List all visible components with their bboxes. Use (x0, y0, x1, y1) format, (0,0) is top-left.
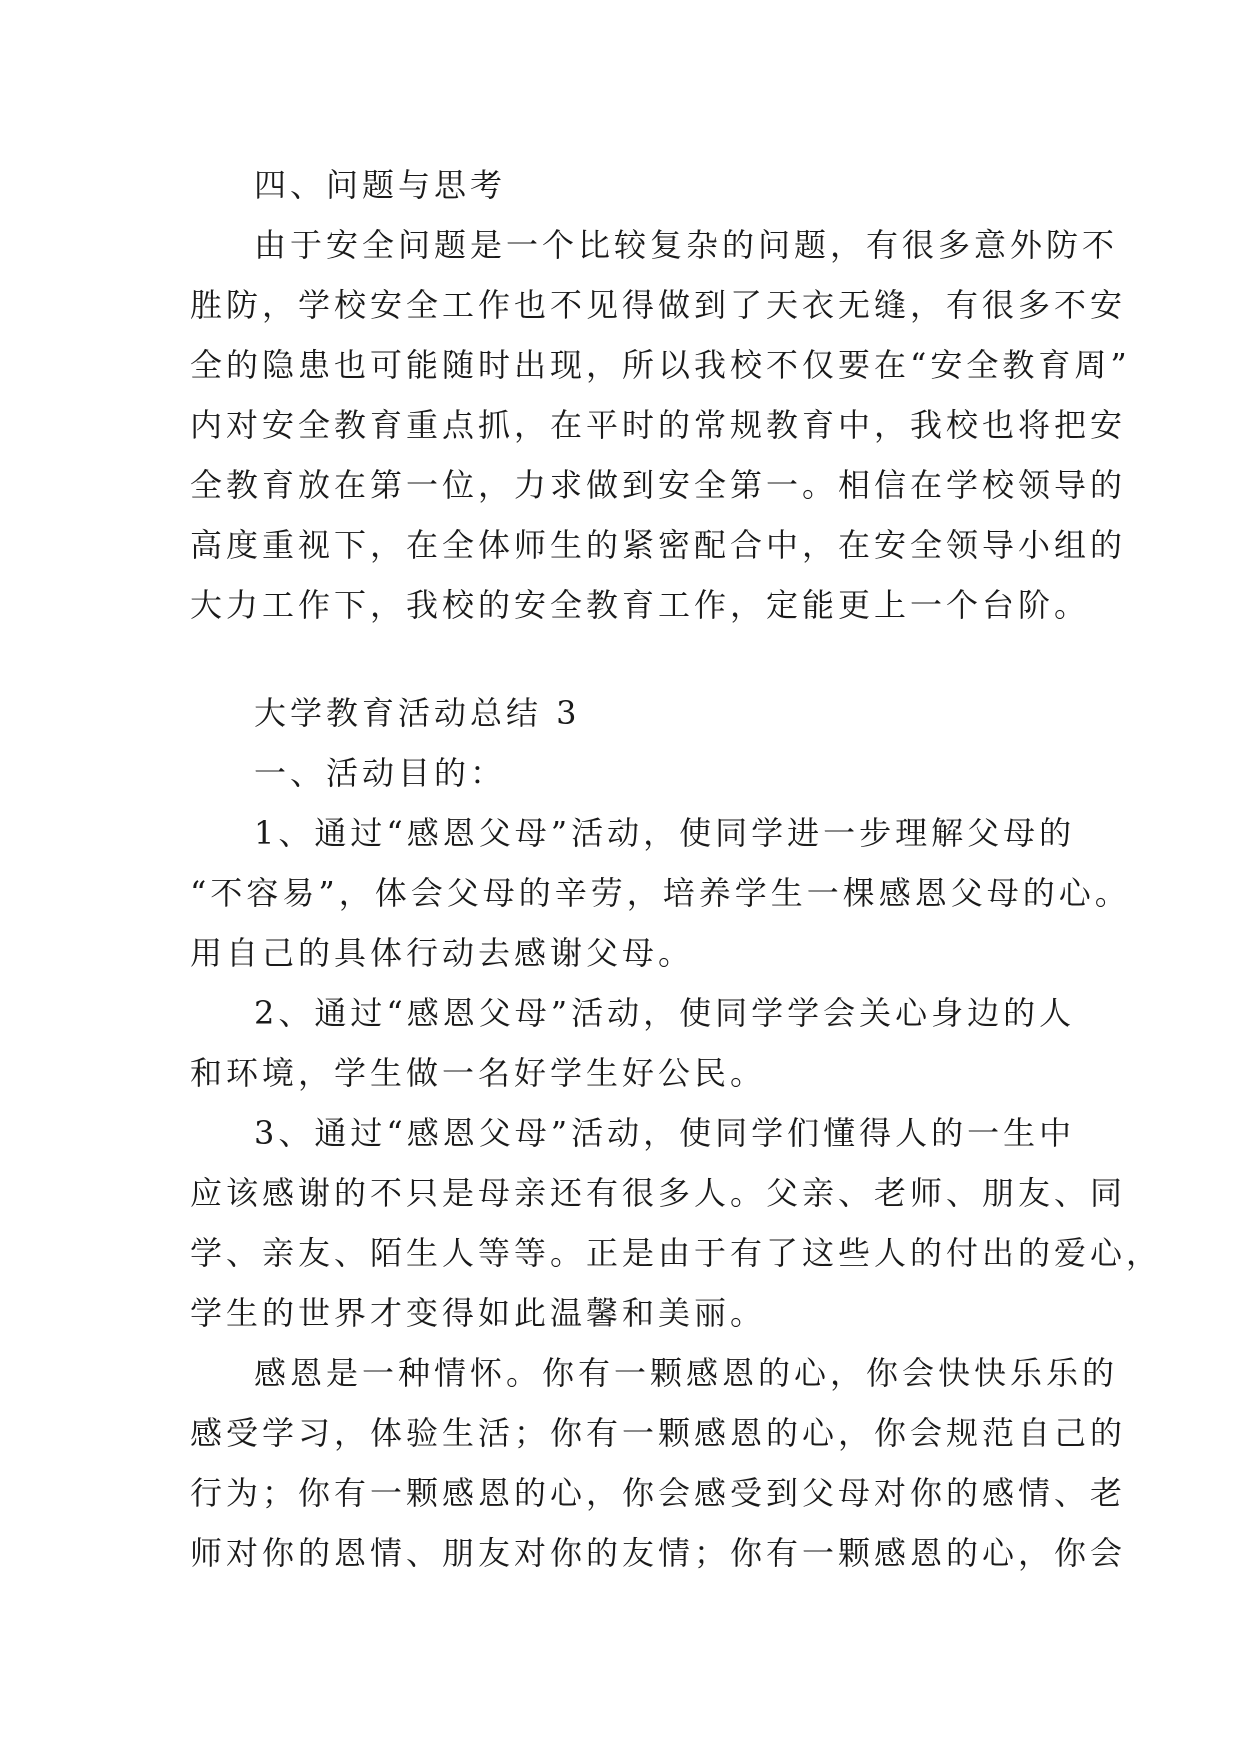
paragraph-line: 由于安全问题是一个比较复杂的问题，有很多意外防不 (254, 226, 1119, 264)
paragraph-line: 全教育放在第一位，力求做到安全第一。相信在学校领导的 (190, 466, 1127, 504)
paragraph-line: 感恩是一种情怀。你有一颗感恩的心，你会快快乐乐的 (254, 1354, 1119, 1392)
list-item-line: 学生的世界才变得如此温馨和美丽。 (190, 1294, 767, 1332)
document-title: 大学教育活动总结 3 (254, 694, 581, 732)
list-item-line: 2、通过“感恩父母”活动，使同学学会关心身边的人 (254, 994, 1076, 1032)
list-item-line: “不容易”，体会父母的辛劳，培养学生一棵感恩父母的心。 (190, 874, 1131, 912)
list-item-line: 学、亲友、陌生人等等。正是由于有了这些人的付出的爱心， (190, 1234, 1163, 1272)
paragraph-line: 胜防，学校安全工作也不见得做到了天衣无缝，有很多不安 (190, 286, 1127, 324)
section-heading: 四、问题与思考 (254, 166, 507, 204)
paragraph-line: 内对安全教育重点抓，在平时的常规教育中，我校也将把安 (190, 406, 1127, 444)
paragraph-line: 感受学习，体验生活；你有一颗感恩的心，你会规范自己的 (190, 1414, 1127, 1452)
list-item-line: 用自己的具体行动去感谢父母。 (190, 934, 695, 972)
paragraph-line: 全的隐患也可能随时出现，所以我校不仅要在“安全教育周” (190, 346, 1131, 384)
list-item-line: 应该感谢的不只是母亲还有很多人。父亲、老师、朋友、同 (190, 1174, 1127, 1212)
list-item-line: 3、通过“感恩父母”活动，使同学们懂得人的一生中 (254, 1114, 1076, 1152)
list-item-line: 1、通过“感恩父母”活动，使同学进一步理解父母的 (254, 814, 1076, 852)
paragraph-line: 高度重视下，在全体师生的紧密配合中，在安全领导小组的 (190, 526, 1127, 564)
list-item-line: 和环境，学生做一名好学生好公民。 (190, 1054, 767, 1092)
paragraph-line: 行为；你有一颗感恩的心，你会感受到父母对你的感情、老 (190, 1474, 1127, 1512)
paragraph-line: 大力工作下，我校的安全教育工作，定能更上一个台阶。 (190, 586, 1091, 624)
section-heading: 一、活动目的： (254, 754, 507, 792)
paragraph-line: 师对你的恩情、朋友对你的友情；你有一颗感恩的心，你会 (190, 1534, 1127, 1572)
